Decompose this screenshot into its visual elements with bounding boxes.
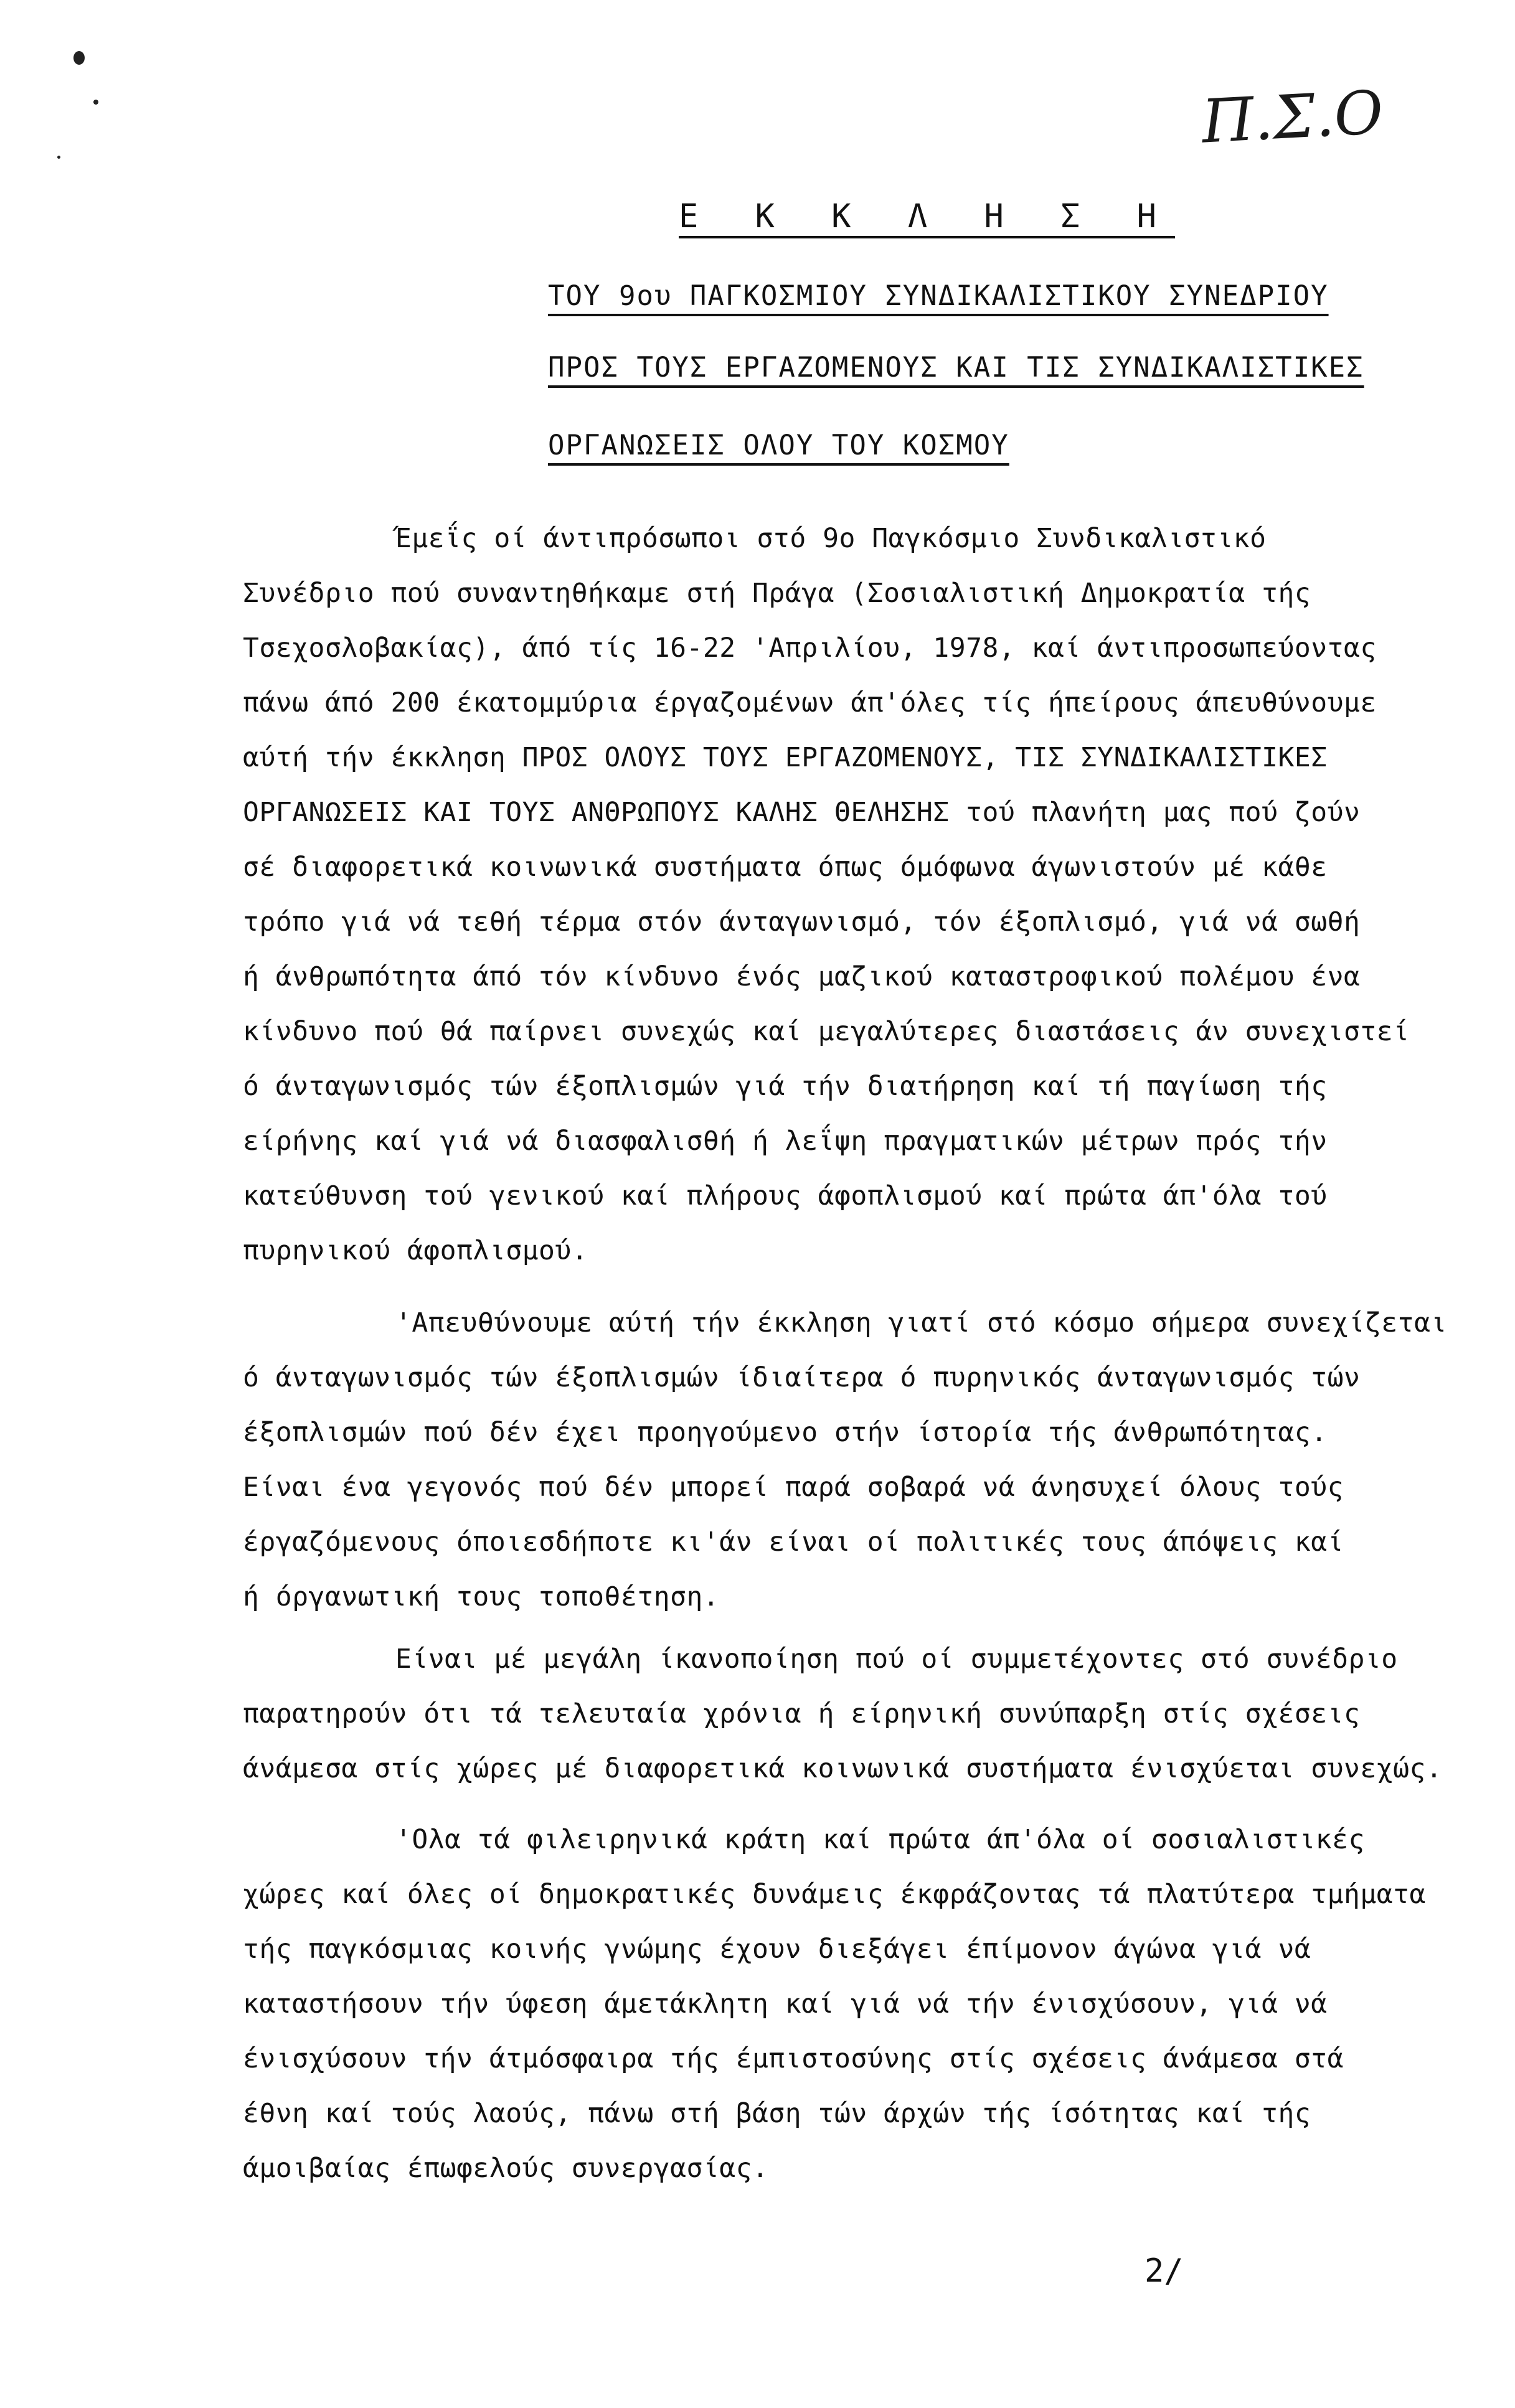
text-line: έθνη καί τούς λαούς, πάνω στή βάση τών άρχών τής ίσότητας καί τής (243, 2098, 1311, 2129)
text-line: ένισχύσουν τήν άτμόσφαιρα τής έμπιστοσύνης στίς σχέσεις άνάμεσα στά (243, 2043, 1344, 2074)
text-line: χώρες καί όλες οί δημοκρατικές δυνάμεις έκφράζοντας τά πλατύτερα τμήματα (243, 1879, 1426, 1910)
scan-speck (73, 51, 85, 65)
text-line: ή όργανωτική τους τοποθέτηση. (243, 1581, 720, 1612)
text-line: πάνω άπό 200 έκατομμύρια έργαζομένων άπ'όλες τίς ήπείρους άπευθύνουμε (243, 687, 1377, 718)
text-line: άμοιβαίας έπωφελούς συνεργασίας. (243, 2153, 769, 2184)
text-line: 'Απευθύνουμε αύτή τήν έκκληση γιατί στό κόσμο σήμερα συνεχίζεται (395, 1307, 1447, 1338)
text-line: ό άνταγωνισμός τών έξοπλισμών ίδιαίτερα ό πυρηνικός άνταγωνισμός τών (243, 1362, 1361, 1393)
text-line: πυρηνικού άφοπλισμού. (243, 1235, 588, 1266)
text-line: παρατηρούν ότι τά τελευταία χρόνια ή είρηνική συνύπαρξη στίς σχέσεις (243, 1698, 1361, 1729)
text-line: καταστήσουν τήν ύφεση άμετάκλητη καί γιά νά τήν ένισχύσουν, γιά νά (243, 1988, 1328, 2020)
text-line: Έμεΐς οί άντιπρόσωποι στό 9ο Παγκόσμιο Συνδικαλιστικό (395, 523, 1267, 554)
handwritten-annotation: Π.Σ.Ο (1200, 77, 1385, 157)
text-line: ή άνθρωπότητα άπό τόν κίνδυνο ένός μαζικού καταστροφικού πολέμου ένα (243, 961, 1361, 992)
document-title: Ε Κ Κ Λ Η Σ Η (679, 198, 1175, 235)
text-line: άνάμεσα στίς χώρες μέ διαφορετικά κοινωνικά συστήματα ένισχύεται συνεχώς. (243, 1753, 1443, 1784)
subtitle-line: ΟΡΓΑΝΩΣΕΙΣ ΟΛΟΥ ΤΟΥ ΚΟΣΜΟΥ (548, 430, 1009, 461)
text-line: Είναι μέ μεγάλη ίκανοποίηση πού οί συμμετέχοντες στό συνέδριο (395, 1644, 1398, 1675)
text-line: έργαζόμενους όποιεσδήποτε κι'άν είναι οί πολιτικές τους άπόψεις καί (243, 1526, 1344, 1558)
page-number: 2/ (1145, 2252, 1184, 2290)
subtitle-line: ΤΟΥ 9ου ΠΑΓΚΟΣΜΙΟΥ ΣΥΝΔΙΚΑΛΙΣΤΙΚΟΥ ΣΥΝΕΔΡΙΟΥ (548, 280, 1329, 312)
text-line: Είναι ένα γεγονός πού δέν μπορεί παρά σοβαρά νά άνησυχεί όλους τούς (243, 1472, 1344, 1503)
text-line: τής παγκόσμιας κοινής γνώμης έχουν διεξάγει έπίμονον άγώνα γιά νά (243, 1934, 1311, 1965)
text-line: κίνδυνο πού θά παίρνει συνεχώς καί μεγαλύτερες διαστάσεις άν συνεχιστεί (243, 1016, 1410, 1047)
text-line: αύτή τήν έκκληση ΠΡΟΣ ΟΛΟΥΣ ΤΟΥΣ ΕΡΓΑΖΟΜΕΝΟΥΣ, ΤΙΣ ΣΥΝΔΙΚΑΛΙΣΤΙΚΕΣ (243, 742, 1328, 773)
text-line: έξοπλισμών πού δέν έχει προηγούμενο στήν ίστορία τής άνθρωπότητας. (243, 1417, 1328, 1448)
text-line: ΟΡΓΑΝΩΣΕΙΣ ΚΑΙ ΤΟΥΣ ΑΝΘΡΩΠΟΥΣ ΚΑΛΗΣ ΘΕΛΗΣΗΣ τού πλανήτη μας πού ζούν (243, 797, 1361, 828)
text-line: Τσεχοσλοβακίας), άπό τίς 16-22 'Απριλίου, 1978, καί άντιπροσωπεύοντας (243, 633, 1377, 664)
text-line: σέ διαφορετικά κοινωνικά συστήματα όπως όμόφωνα άγωνιστούν μέ κάθε (243, 852, 1328, 883)
text-line: τρόπο γιά νά τεθή τέρμα στόν άνταγωνισμό, τόν έξοπλισμό, γιά νά σωθή (243, 906, 1361, 938)
subtitle-line: ΠΡΟΣ ΤΟΥΣ ΕΡΓΑΖΟΜΕΝΟΥΣ ΚΑΙ ΤΙΣ ΣΥΝΔΙΚΑΛΙΣΤΙΚΕΣ (548, 352, 1364, 383)
scan-speck (93, 100, 98, 105)
text-line: ό άνταγωνισμός τών έξοπλισμών γιά τήν διατήρηση καί τή παγίωση τής (243, 1071, 1328, 1102)
text-line: 'Ολα τά φιλειρηνικά κράτη καί πρώτα άπ'όλα οί σοσιαλιστικές (395, 1824, 1365, 1855)
text-line: είρήνης καί γιά νά διασφαλισθή ή λεΐψη πραγματικών μέτρων πρός τήν (243, 1126, 1328, 1157)
text-line: κατεύθυνση τού γενικού καί πλήρους άφοπλισμού καί πρώτα άπ'όλα τού (243, 1180, 1328, 1211)
scan-speck (57, 156, 60, 159)
text-line: Συνέδριο πού συναντηθήκαμε στή Πράγα (Σοσιαλιστική Δημοκρατία τής (243, 578, 1311, 609)
